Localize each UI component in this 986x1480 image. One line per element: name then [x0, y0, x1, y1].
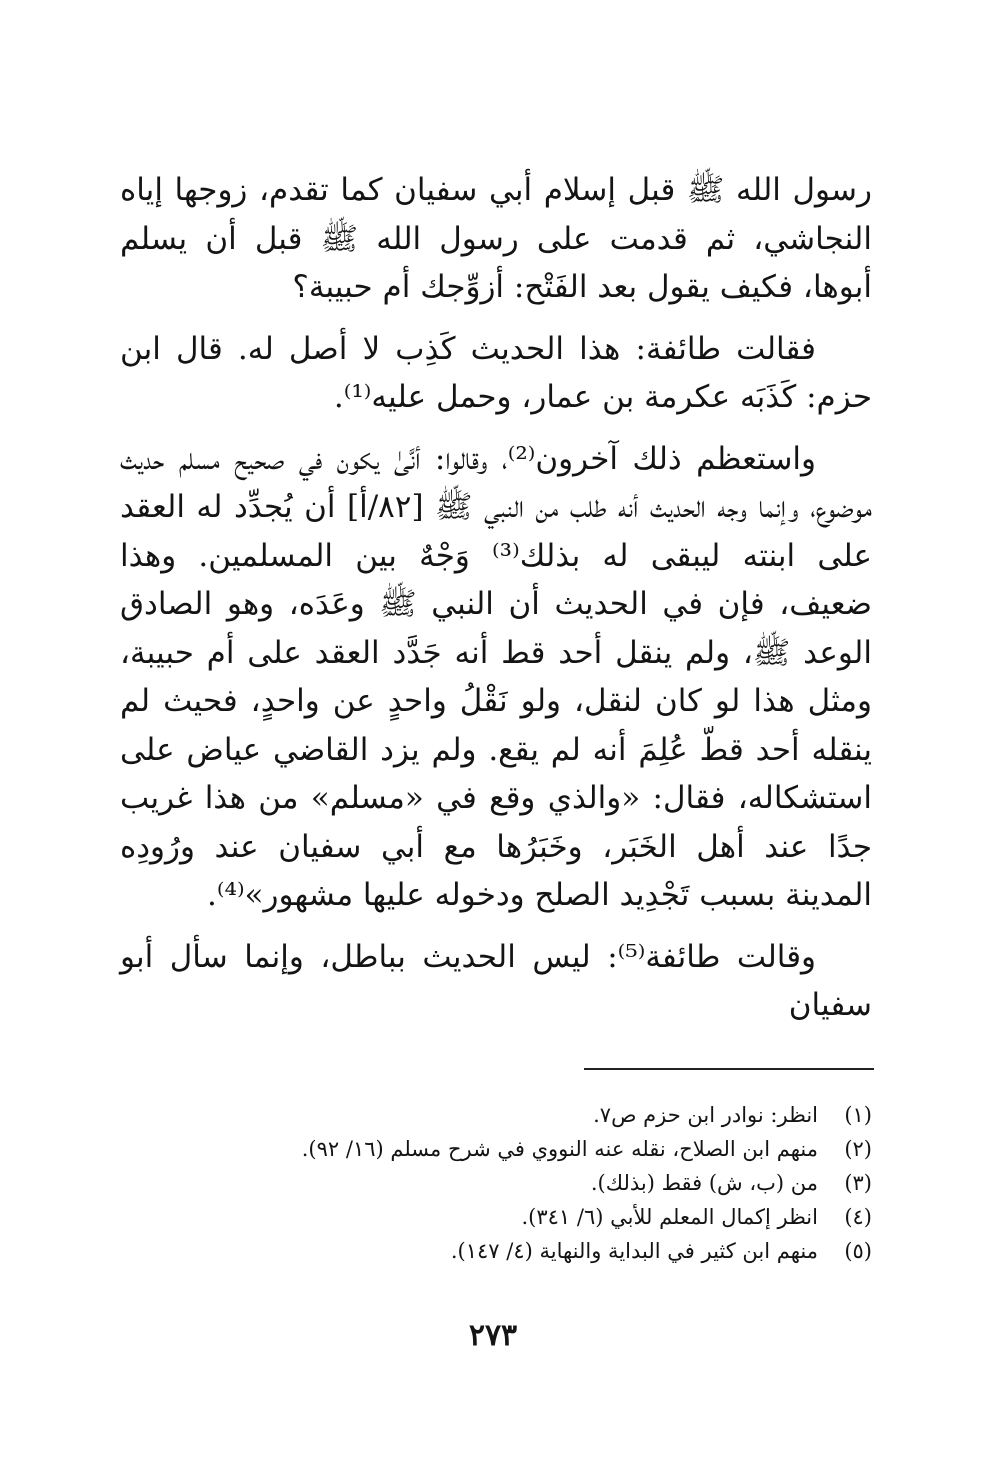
- footnote-text: انظر: نوادر ابن حزم ص٧.: [593, 1103, 818, 1127]
- footnote-item: [120, 1234, 872, 1268]
- paragraph-2: فقالت طائفة: هذا الحديث كَذِب لا أصل له. قال ابن حزم: كَذَبَه عكرمة بن عمار، وحمل عليه⁽¹⁾.: [120, 330, 872, 415]
- footnote-text: منهم ابن الصلاح، نقله عنه النووي في شرح مسلم (١٦/ ٩٢).: [301, 1137, 818, 1161]
- footnote-separator: [584, 1068, 874, 1070]
- paragraph-4: وقالت طائفة⁽⁵⁾: ليس الحديث بباطل، وإنما سأل أبو سفيان: [120, 938, 872, 1023]
- footnote-item: [120, 1132, 872, 1166]
- footnote-item: [120, 1200, 872, 1234]
- paragraph-1: رسول الله ﷺ قبل إسلام أبي سفيان كما تقدم، زوجها إياه النجاشي، ثم قدمت على رسول الله ﷺ قبل أن يسلم أبوها، فكيف يقول بعد الفَتْح: أزوِّجك أم حبيبة؟: [120, 172, 872, 305]
- paragraph-3: واستعظم ذلك آخرون⁽²⁾، وقالوا: أنَّىٰ يكون في صحيح مسلم حديث موضوع، وإنما وجه الحديث أنه طلب من النبي ﷺ [٨٢/أ] أن يُجدِّد له العقد على ابنته ليبقى له بذلك⁽³⁾ وَجْهٌ بين المسلمين. وهذا ضعيف، فإن في الحديث أن النبي ﷺ وعَدَه، وهو الصادق الوعد ﷺ، ولم ينقل أحد قط أنه جَدَّد العقد على أم حبيبة، ومثل هذا لو كان لنقل، ولو نَقْلُ واحدٍ عن واحدٍ، فحيث لم ينقله أحد قطّ عُلِمَ أنه لم يقع. ولم يزد القاضي عياض على استشكاله، فقال: «والذي وقع في «مسلم» من هذا غريب جدًا عند أهل الخَبَر، وخَبَرُها مع أبي سفيان عند ورُودِه المدينة بسبب تَجْدِيد الصلح ودخوله عليها مشهور»⁽⁴⁾.: [120, 440, 872, 913]
- footnote-text: منهم ابن كثير في البداية والنهاية (٤/ ١٤٧).: [450, 1239, 818, 1263]
- footnote-item: [120, 1098, 872, 1132]
- footnotes-block: [120, 1098, 872, 1268]
- footnote-number: (٤): [844, 1205, 872, 1229]
- footnote-item: [120, 1166, 872, 1200]
- footnote-number: (٢): [844, 1137, 872, 1161]
- main-text-block: [120, 166, 872, 1030]
- footnote-number: (١): [844, 1103, 872, 1127]
- footnote-text: انظر إكمال المعلم للأبي (٦/ ٣٤١).: [521, 1205, 818, 1229]
- footnote-number: (٥): [844, 1239, 872, 1263]
- footnote-text: من (ب، ش) فقط (بذلك).: [590, 1171, 818, 1195]
- footnote-number: (٣): [844, 1171, 872, 1195]
- page-number: ٢٧٣: [468, 1318, 518, 1353]
